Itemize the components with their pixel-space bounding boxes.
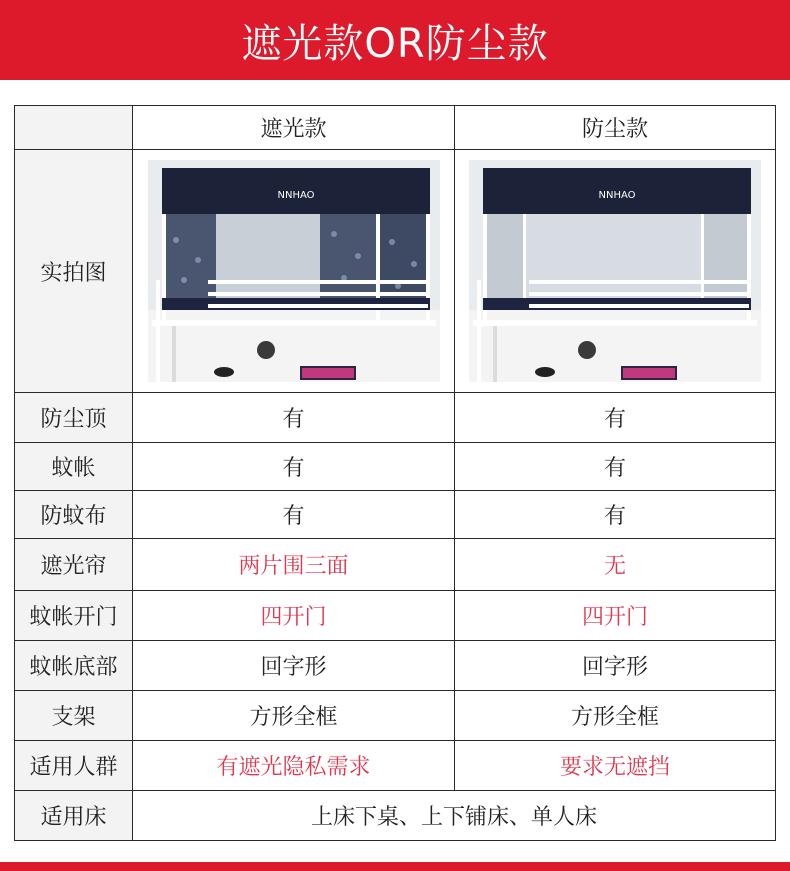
cell-blackout: 两片围三面 xyxy=(133,539,455,591)
cell-dustproof: 有 xyxy=(455,443,776,491)
corner-cell xyxy=(15,106,133,150)
row-label: 实拍图 xyxy=(15,150,133,393)
row-label: 遮光帘 xyxy=(15,539,133,591)
table-row xyxy=(15,539,776,591)
table-row xyxy=(15,591,776,641)
cell-blackout: 回字形 xyxy=(133,641,455,691)
cell-blackout: 方形全框 xyxy=(133,691,455,741)
column-header-dustproof: 防尘款 xyxy=(455,106,776,150)
row-label: 蚊帐开门 xyxy=(15,591,133,641)
table-row xyxy=(15,443,776,491)
cell-dustproof: 要求无遮挡 xyxy=(455,741,776,791)
header-row xyxy=(15,106,776,150)
photo-row xyxy=(15,150,776,393)
cell-dustproof: 回字形 xyxy=(455,641,776,691)
cell-dustproof: 有 xyxy=(455,491,776,539)
bed-tent-dustproof-photo xyxy=(469,160,761,382)
cell-blackout: 有 xyxy=(133,491,455,539)
row-label: 防尘顶 xyxy=(15,393,133,443)
table-row xyxy=(15,393,776,443)
comparison-table xyxy=(14,105,776,841)
cell-dustproof: 方形全框 xyxy=(455,691,776,741)
cell-dustproof: 无 xyxy=(455,539,776,591)
row-label: 防蚊布 xyxy=(15,491,133,539)
cell-dustproof: 有 xyxy=(455,393,776,443)
cell-dustproof: 四开门 xyxy=(455,591,776,641)
cell-blackout: 四开门 xyxy=(133,591,455,641)
footer-bar xyxy=(0,862,790,871)
row-label: 适用床 xyxy=(15,791,133,841)
brand-label: NNHAO xyxy=(276,190,315,201)
row-label: 支架 xyxy=(15,691,133,741)
cell-blackout: 有 xyxy=(133,393,455,443)
table-row xyxy=(15,741,776,791)
table-row xyxy=(15,791,776,841)
brand-label: NNHAO xyxy=(598,190,636,201)
cell-blackout: 有 xyxy=(133,443,455,491)
table-row xyxy=(15,691,776,741)
table-row xyxy=(15,641,776,691)
table-row xyxy=(15,491,776,539)
row-label: 蚊帐底部 xyxy=(15,641,133,691)
cell-merged: 上床下桌、上下铺床、单人床 xyxy=(133,791,776,841)
photo-cell-dustproof xyxy=(455,150,776,393)
photo-cell-blackout xyxy=(133,150,455,393)
bed-tent-blackout-photo xyxy=(148,160,440,382)
row-label: 蚊帐 xyxy=(15,443,133,491)
page-title: 遮光款OR防尘款 xyxy=(241,20,549,67)
column-header-blackout: 遮光款 xyxy=(133,106,455,150)
row-label: 适用人群 xyxy=(15,741,133,791)
title-banner xyxy=(0,0,790,80)
cell-blackout: 有遮光隐私需求 xyxy=(133,741,455,791)
